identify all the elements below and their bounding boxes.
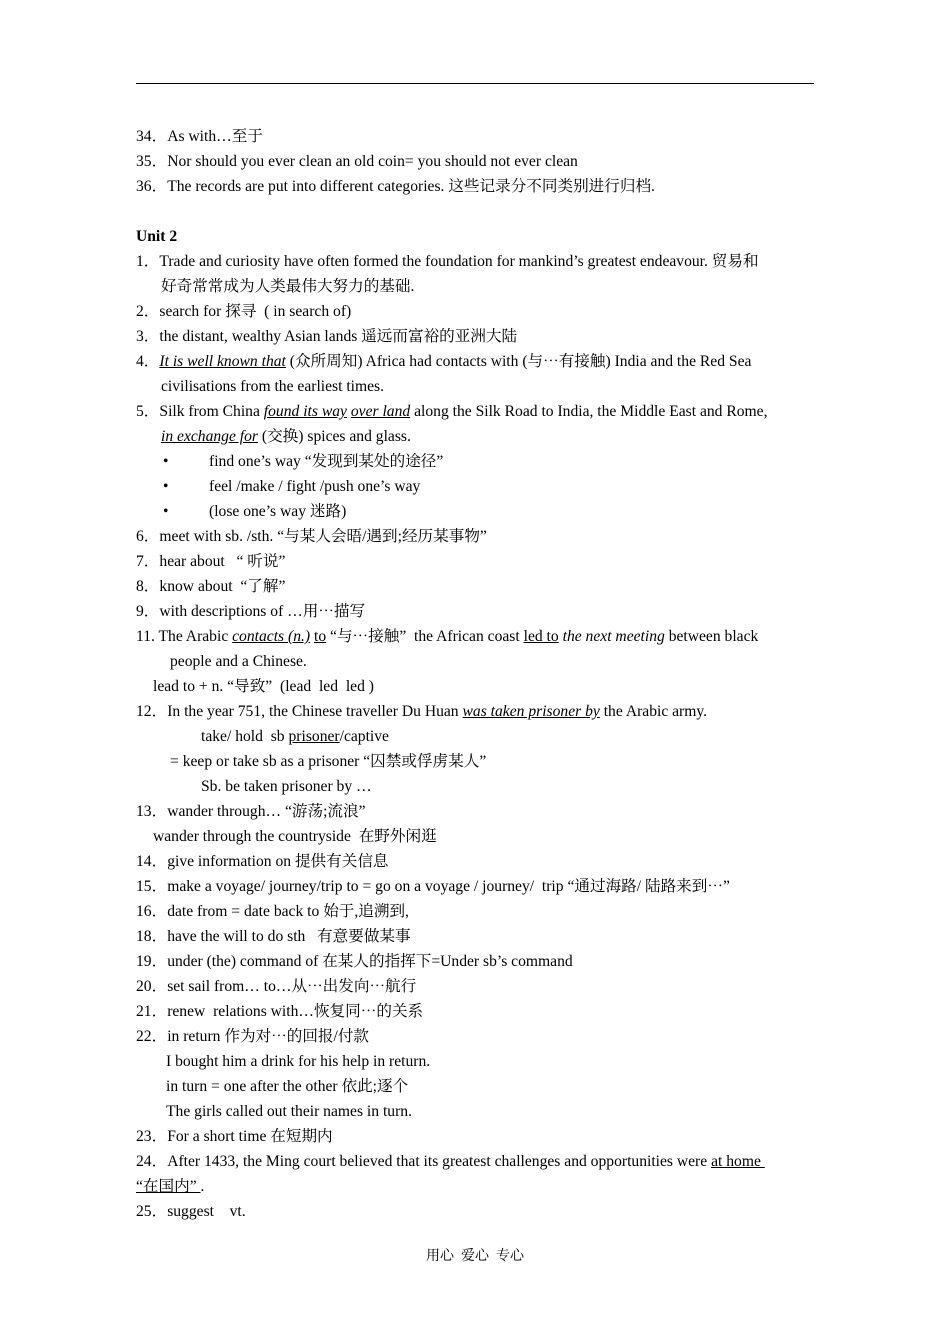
item-35: 35．Nor should you ever clean an old coin= you should not ever clean	[136, 153, 578, 170]
text-run: /captive	[339, 728, 389, 745]
text-run: the Arabic army.	[599, 703, 708, 720]
item-11-line-2: people and a Chinese.	[170, 653, 307, 670]
bullet-dot: •	[163, 478, 169, 495]
text-run: .	[200, 1178, 205, 1195]
item-14: 14．give information on 提供有关信息	[136, 853, 389, 870]
item-3: 3．the distant, wealthy Asian lands 遥远而富裕的亚洲大陆	[136, 328, 518, 345]
item-4-line-2: civilisations from the earliest times.	[161, 378, 385, 395]
item-34: 34．As with…至于	[136, 128, 263, 145]
unit-heading: Unit 2	[136, 228, 178, 245]
item-22-example-1: I bought him a drink for his help in return.	[166, 1053, 431, 1070]
item-11-line-1	[136, 624, 758, 649]
bullet-dot: •	[163, 453, 169, 470]
item-9: 9．with descriptions of …用⋯描写	[136, 603, 366, 620]
item-8: 8．know about “了解”	[136, 578, 286, 595]
item-16: 16．date from = date back to 始于,追溯到,	[136, 903, 409, 920]
page-footer: 用心 爱心 专心	[426, 1249, 524, 1264]
item-13-example: wander through the countryside 在野外闲逛	[153, 828, 437, 845]
bullet-item-2: feel /make / fight /push one’s way	[209, 478, 421, 495]
item-25: 25．suggest vt.	[136, 1203, 246, 1220]
underlined-phrase: over land	[350, 403, 411, 420]
item-24-line-1	[136, 1149, 765, 1174]
text-run: along the Silk Road to India, the Middle East and Rome,	[410, 403, 768, 420]
underlined-phrase: was taken prisoner by	[462, 703, 600, 720]
underlined-phrase: prisoner	[288, 728, 340, 745]
text-run: take/ hold sb	[201, 728, 289, 745]
item-7: 7．hear about “ 听说”	[136, 553, 286, 570]
underlined-phrase: contacts (n.)	[232, 628, 311, 645]
item-21: 21．renew relations with…恢复同⋯的关系	[136, 1003, 424, 1020]
item-22: 22．in return 作为对⋯的回报/付款	[136, 1028, 370, 1045]
item-22-example-2: The girls called out their names in turn.	[166, 1103, 412, 1120]
item-5-line-1	[136, 399, 768, 424]
item-12-line-4: Sb. be taken prisoner by …	[201, 778, 372, 795]
item-12-line-2	[201, 724, 389, 749]
item-6: 6．meet with sb. /sth. “与某人会晤/遇到;经历某事物”	[136, 528, 487, 545]
text-run: 24．After 1433, the Ming court believed that its greatest challenges and opportunities were	[136, 1153, 712, 1170]
underlined-phrase: to	[314, 628, 327, 645]
item-18: 18．have the will to do sth 有意要做某事	[136, 928, 411, 945]
text-run: between black	[664, 628, 759, 645]
item-15: 15．make a voyage/ journey/trip to = go on a voyage / journey/ trip “通过海路/ 陆路来到⋯”	[136, 878, 730, 895]
item-13: 13．wander through… “游荡;流浪”	[136, 803, 366, 820]
text-run: 12．In the year 751, the Chinese traveller Du Huan	[136, 703, 463, 720]
item-12-line-3: = keep or take sb as a prisoner “囚禁或俘虏某人”	[170, 753, 487, 770]
italic-phrase: the next meeting	[562, 628, 665, 645]
underlined-phrase: in exchange for	[161, 428, 258, 445]
bullet-item-3: (lose one’s way 迷路)	[209, 503, 347, 520]
item-24-line-2	[136, 1174, 204, 1199]
text-run: 5．Silk from China	[136, 403, 264, 420]
bullet-dot: •	[163, 503, 169, 520]
item-1-line-2: 好奇常常成为人类最伟大努力的基础.	[161, 278, 415, 295]
item-23: 23．For a short time 在短期内	[136, 1128, 333, 1145]
item-20: 20．set sail from… to…从⋯出发向⋯航行	[136, 978, 417, 995]
text-run: “与⋯接触” the African coast	[326, 628, 524, 645]
underlined-phrase: “在国内”	[136, 1178, 201, 1195]
item-11-note: lead to + n. “导致” (lead led led )	[153, 678, 374, 695]
text-run: 4．	[136, 353, 160, 370]
text-run: 11. The Arabic	[136, 628, 233, 645]
item-22-line-3: in turn = one after the other 依此;逐个	[166, 1078, 409, 1095]
item-4-line-1	[136, 349, 751, 374]
underlined-phrase: It is well known that	[159, 353, 286, 370]
item-5-line-2	[161, 424, 411, 449]
item-19: 19．under (the) command of 在某人的指挥下=Under sb’s command	[136, 953, 573, 970]
underlined-phrase: at home	[711, 1153, 765, 1170]
item-1-line-1: 1．Trade and curiosity have often formed the foundation for mankind’s greatest endeavour. 贸易和	[136, 253, 759, 270]
text-run: (交换) spices and glass.	[258, 428, 411, 445]
underlined-phrase: found its way	[263, 403, 347, 420]
item-2: 2．search for 探寻 ( in search of)	[136, 303, 352, 320]
underlined-phrase: led to	[523, 628, 559, 645]
text-run: (众所周知) Africa had contacts with (与⋯有接触) India and the Red Sea	[285, 353, 752, 370]
header-rule	[136, 83, 814, 84]
item-12-line-1	[136, 699, 707, 724]
bullet-item-1: find one’s way “发现到某处的途径”	[209, 453, 444, 470]
item-36: 36．The records are put into different categories. 这些记录分不同类别进行归档.	[136, 178, 655, 195]
